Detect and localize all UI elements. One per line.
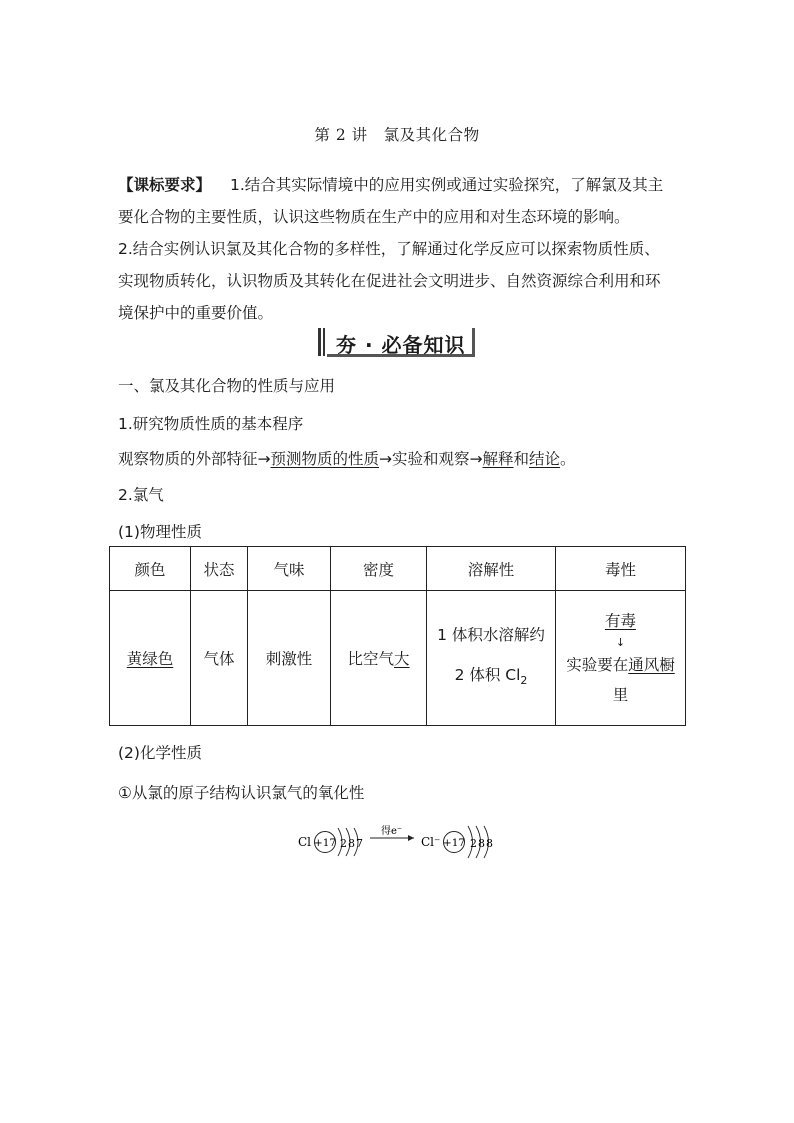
physical-properties-heading: (1)物理性质 — [118, 523, 202, 541]
left-symbol: Cl — [298, 835, 312, 849]
solubility-line-2 — [427, 655, 555, 701]
requirements-item1-a: 1.结合其实际情境中的应用实例或通过实验探究，了解氯及其主 — [229, 176, 664, 194]
toxicity-value: 有毒 — [604, 612, 636, 630]
reaction-arrow-head — [408, 835, 414, 841]
table-header-cell: 溶解性 — [427, 547, 556, 591]
table-header-cell: 气味 — [248, 547, 331, 591]
procedure-blank: 结论 — [529, 450, 561, 468]
left-electron-count: 8 — [348, 837, 355, 850]
table-header-cell: 毒性 — [556, 547, 686, 591]
left-electron-count: 2 — [340, 837, 347, 850]
right-electron-count: 8 — [478, 837, 485, 850]
table-header-cell: 密度 — [331, 547, 427, 591]
right-symbol: Cl⁻ — [421, 835, 441, 849]
left-nucleus: +17 — [313, 837, 337, 849]
physical-properties-table — [109, 546, 686, 726]
section-banner — [318, 328, 475, 356]
procedure-step: 观察物质的外部特征→ — [118, 450, 271, 468]
requirements-item1-b: 要化合物的主要性质，认识这些物质在生产中的应用和对生态环境的影响。 — [118, 208, 630, 226]
table-header-cell: 状态 — [191, 547, 248, 591]
toxicity-note-b: 通风橱 — [628, 656, 675, 674]
toxicity-arrow: ↓ — [615, 636, 626, 649]
left-electron-count: 7 — [356, 837, 363, 850]
procedure-text — [118, 447, 576, 469]
table-header-row — [110, 547, 686, 591]
toxicity-cell — [556, 591, 686, 726]
toxicity-note-line — [556, 650, 685, 680]
oxidation-heading: ①从氯的原子结构认识氯气的氧化性 — [118, 784, 365, 802]
subheading-chlorine: 2.氯气 — [118, 486, 164, 504]
atomic-structure-diagram — [0, 822, 794, 862]
color-value: 黄绿色 — [126, 650, 174, 668]
table-row — [110, 591, 686, 726]
procedure-step: 和 — [513, 450, 530, 468]
solubility-prefix: 2 体积 Cl — [454, 665, 521, 684]
procedure-step: 。 — [560, 450, 576, 468]
banner-bar — [323, 328, 325, 356]
page-title: 第 2 讲 氯及其化合物 — [314, 126, 480, 144]
requirements-item2-b: 实现物质转化，认识物质及其转化在促进社会文明进步、自然资源综合利用和环 — [118, 272, 661, 290]
requirements-item2-a: 2.结合实例认识氯及其化合物的多样性，了解通过化学反应可以探索物质性质、 — [118, 240, 660, 258]
density-value: 大 — [394, 650, 410, 668]
requirements-item2-c: 境保护中的重要价值。 — [118, 304, 274, 322]
solubility-line-1: 1 体积水溶解约 — [437, 625, 545, 644]
heading-properties: 一、氯及其化合物的性质与应用 — [118, 377, 336, 395]
right-electron-count: 8 — [486, 837, 493, 850]
subheading-procedure: 1.研究物质性质的基本程序 — [118, 415, 304, 433]
arrow-label: 得e⁻ — [381, 826, 403, 837]
requirements-line-1 — [118, 173, 663, 195]
procedure-step: →实验和观察→ — [379, 450, 483, 468]
odor-cell: 刺激性 — [248, 591, 331, 726]
density-cell — [331, 591, 427, 726]
right-electron-count: 2 — [470, 837, 477, 850]
requirements-label: 【课标要求】 — [118, 176, 212, 194]
right-nucleus: +17 — [442, 837, 466, 849]
procedure-blank: 解释 — [482, 450, 514, 468]
banner-text: 夯 · 必备知识 — [336, 333, 466, 357]
solubility-cell — [427, 591, 556, 726]
toxicity-note-c: 里 — [612, 686, 629, 704]
state-cell: 气体 — [191, 591, 248, 726]
density-prefix: 比空气 — [347, 650, 394, 668]
solubility-subscript: 2 — [520, 674, 528, 688]
table-header-cell: 颜色 — [110, 547, 191, 591]
color-cell — [110, 591, 191, 726]
toxicity-line — [556, 606, 685, 636]
toxicity-note-a: 实验要在 — [566, 656, 629, 674]
chemical-properties-heading: (2)化学性质 — [118, 744, 202, 762]
banner-bar — [318, 328, 321, 356]
procedure-blank: 预测物质的性质 — [270, 450, 380, 468]
